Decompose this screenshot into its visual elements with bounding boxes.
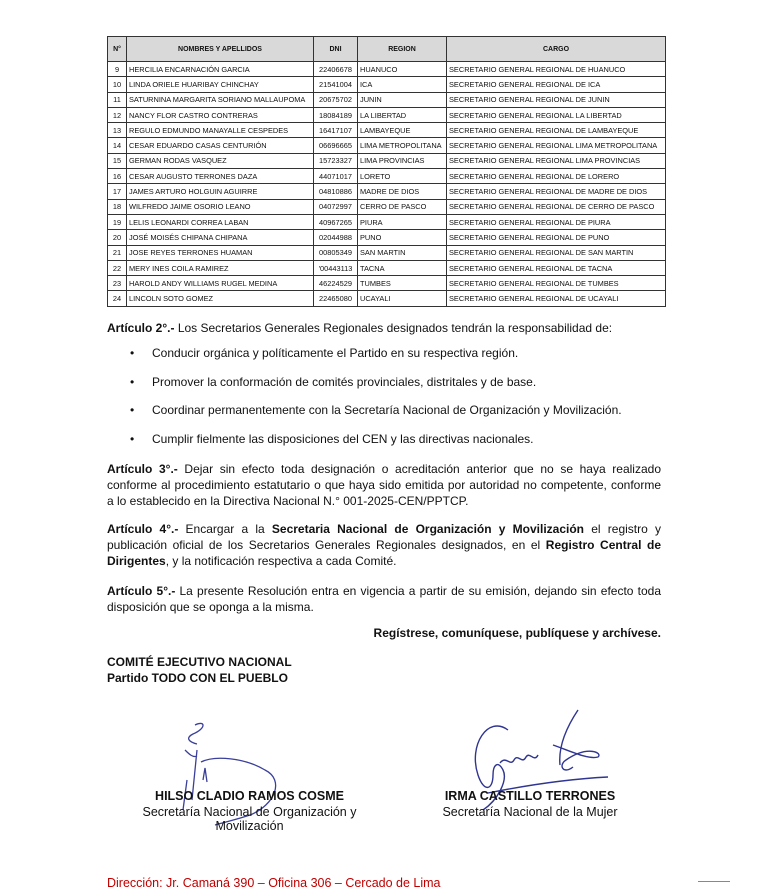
table-row	[108, 230, 666, 245]
row-name: LELIS LEONARDI CORREA LABAN	[127, 214, 314, 229]
row-name: CESAR EDUARDO CASAS CENTURIÓN	[127, 138, 314, 153]
row-dni: 04072997	[314, 199, 358, 214]
article-3-text: Dejar sin efecto toda designación o acreditación anterior que no se haya realizado conforme al procedimiento estatutario o que haya sido emitida por autoridad no competente, conforme a lo establecido en la Directiva Nacional N.° 001-2025-CEN/PPTCP.	[107, 462, 661, 508]
row-number: 18	[108, 199, 127, 214]
row-cargo: SECRETARIO GENERAL REGIONAL DE PIURA	[447, 214, 666, 229]
issuer-block	[107, 654, 292, 686]
row-region: TUMBES	[358, 276, 447, 291]
header-number: N°	[108, 37, 127, 62]
row-dni: 46224529	[314, 276, 358, 291]
table-row	[108, 153, 666, 168]
responsibilities-list	[130, 345, 622, 459]
table-header-row	[108, 37, 666, 62]
signature-block-1	[107, 789, 392, 833]
row-cargo: SECRETARIO GENERAL REGIONAL LIMA METROPOLITANA	[447, 138, 666, 153]
row-name: JAMES ARTURO HOLGUIN AGUIRRE	[127, 184, 314, 199]
row-region: LORETO	[358, 169, 447, 184]
signature-block-2	[440, 789, 620, 819]
row-number: 19	[108, 214, 127, 229]
row-region: LIMA PROVINCIAS	[358, 153, 447, 168]
row-cargo: SECRETARIO GENERAL REGIONAL DE PUNO	[447, 230, 666, 245]
bullet-icon: •	[130, 346, 135, 360]
row-dni: 06696665	[314, 138, 358, 153]
footer-divider	[698, 881, 730, 882]
row-region: JUNIN	[358, 92, 447, 107]
table-row	[108, 184, 666, 199]
header-cargo: CARGO	[447, 37, 666, 62]
bullet-icon: •	[130, 374, 135, 389]
row-region: LIMA METROPOLITANA	[358, 138, 447, 153]
row-region: PUNO	[358, 230, 447, 245]
article-5	[107, 583, 661, 615]
row-dni: 44071017	[314, 169, 358, 184]
article-3-label: Artículo 3°.-	[107, 462, 178, 476]
regional-secretaries-table	[107, 36, 666, 307]
row-cargo: SECRETARIO GENERAL REGIONAL DE LAMBAYEQUE	[447, 123, 666, 138]
row-cargo: SECRETARIO GENERAL REGIONAL DE TUMBES	[447, 276, 666, 291]
signatory-role: Secretaría Nacional de la Mujer	[442, 805, 618, 819]
article-4-bold: Secretaria Nacional de Organización y Movilización	[271, 522, 585, 536]
row-number: 22	[108, 260, 127, 275]
table-row	[108, 123, 666, 138]
article-2-text: Los Secretarios Generales Regionales designados tendrán la responsabilidad de:	[174, 321, 613, 335]
row-cargo: SECRETARIO GENERAL REGIONAL DE MADRE DE DIOS	[447, 184, 666, 199]
row-dni: 18084189	[314, 107, 358, 122]
article-5-label: Artículo 5°.-	[107, 584, 176, 598]
row-cargo: SECRETARIO GENERAL REGIONAL DE SAN MARTIN	[447, 245, 666, 260]
row-name: JOSÉ MOISÉS CHIPANA CHIPANA	[127, 230, 314, 245]
table-row	[108, 291, 666, 306]
article-3	[107, 461, 661, 509]
row-dni: 22406678	[314, 62, 358, 77]
row-name: MERY INES COILA RAMIREZ	[127, 260, 314, 275]
row-cargo: SECRETARIO GENERAL REGIONAL DE LORERO	[447, 169, 666, 184]
row-cargo: SECRETARIO GENERAL REGIONAL DE ICA	[447, 77, 666, 92]
row-region: LA LIBERTAD	[358, 107, 447, 122]
row-region: SAN MARTIN	[358, 245, 447, 260]
row-number: 15	[108, 153, 127, 168]
article-4-label: Artículo 4°.-	[107, 522, 179, 536]
signatory-name: HILSO CLADIO RAMOS COSME	[155, 789, 344, 803]
article-4-text: Encargar a la	[178, 522, 272, 536]
article-2	[107, 320, 661, 336]
article-2-label: Artículo 2°.-	[107, 321, 175, 335]
row-region: HUANUCO	[358, 62, 447, 77]
article-5-text: La presente Resolución entra en vigencia a partir de su emisión, dejando sin efecto toda disposición que se oponga a la misma.	[107, 584, 661, 614]
row-number: 20	[108, 230, 127, 245]
issuer-line-2: Partido TODO CON EL PUEBLO	[107, 671, 288, 685]
article-4-bold: Registro Central de Dirigentes	[107, 538, 661, 568]
bullet-icon: •	[130, 403, 135, 417]
row-name: HAROLD ANDY WILLIAMS RUGEL MEDINA	[127, 276, 314, 291]
table-row	[108, 245, 666, 260]
list-item	[130, 374, 622, 403]
row-region: PIURA	[358, 214, 447, 229]
row-name: REGULO EDMUNDO MANAYALLE CESPEDES	[127, 123, 314, 138]
row-cargo: SECRETARIO GENERAL REGIONAL DE HUANUCO	[447, 62, 666, 77]
responsibility-text: Conducir orgánica y políticamente el Partido en su respectiva región.	[152, 346, 519, 360]
row-dni: 15723327	[314, 153, 358, 168]
row-cargo: SECRETARIO GENERAL REGIONAL DE CERRO DE PASCO	[447, 199, 666, 214]
row-number: 24	[108, 291, 127, 306]
row-name: LINCOLN SOTO GOMEZ	[127, 291, 314, 306]
row-dni: '00443113	[314, 260, 358, 275]
row-number: 14	[108, 138, 127, 153]
row-region: LAMBAYEQUE	[358, 123, 447, 138]
article-4	[107, 521, 661, 569]
signatory-role: Secretaría Nacional de Organización y Movilización	[142, 805, 357, 833]
row-cargo: SECRETARIO GENERAL REGIONAL LA LIBERTAD	[447, 107, 666, 122]
list-item	[130, 431, 622, 460]
row-number: 23	[108, 276, 127, 291]
issuer-line-1: COMITÉ EJECUTIVO NACIONAL	[107, 655, 292, 669]
table-row	[108, 77, 666, 92]
row-name: CESAR AUGUSTO TERRONES DAZA	[127, 169, 314, 184]
table-row	[108, 169, 666, 184]
row-region: UCAYALI	[358, 291, 447, 306]
row-number: 16	[108, 169, 127, 184]
table-row	[108, 138, 666, 153]
responsibility-text: Cumplir fielmente las disposiciones del CEN y las directivas nacionales.	[152, 431, 534, 446]
row-name: SATURNINA MARGARITA SORIANO MALLAUPOMA	[127, 92, 314, 107]
table-row	[108, 260, 666, 275]
row-name: LINDA ORIELE HUARIBAY CHINCHAY	[127, 77, 314, 92]
table-row	[108, 92, 666, 107]
row-dni: 16417107	[314, 123, 358, 138]
row-dni: 00805349	[314, 245, 358, 260]
row-region: CERRO DE PASCO	[358, 199, 447, 214]
header-names: NOMBRES Y APELLIDOS	[127, 37, 314, 62]
bullet-icon: •	[130, 431, 135, 446]
article-4-text: el registro y publicación oficial de los Secretarios Generales Regionales designados, en el	[107, 522, 662, 552]
closing-formula: Regístrese, comuníquese, publíquese y archívese.	[373, 626, 661, 640]
row-dni: 40967265	[314, 214, 358, 229]
row-dni: 22465080	[314, 291, 358, 306]
row-region: ICA	[358, 77, 447, 92]
row-cargo: SECRETARIO GENERAL REGIONAL LIMA PROVINCIAS	[447, 153, 666, 168]
row-number: 13	[108, 123, 127, 138]
responsibility-text: Promover la conformación de comités provinciales, distritales y de base.	[152, 374, 537, 389]
row-name: HERCILIA ENCARNACIÓN GARCIA	[127, 62, 314, 77]
row-cargo: SECRETARIO GENERAL REGIONAL DE TACNA	[447, 260, 666, 275]
row-dni: 20675702	[314, 92, 358, 107]
row-region: TACNA	[358, 260, 447, 275]
row-cargo: SECRETARIO GENERAL REGIONAL DE UCAYALI	[447, 291, 666, 306]
row-number: 17	[108, 184, 127, 199]
article-4-text: , y la notificación respectiva a cada Comité.	[165, 554, 397, 568]
signatory-name: IRMA CASTILLO TERRONES	[444, 789, 616, 803]
row-dni: 21541004	[314, 77, 358, 92]
list-item	[130, 402, 622, 431]
table-row	[108, 62, 666, 77]
row-name: GERMAN RODAS VASQUEZ	[127, 153, 314, 168]
row-name: WILFREDO JAIME OSORIO LEANO	[127, 199, 314, 214]
row-number: 12	[108, 107, 127, 122]
row-number: 10	[108, 77, 127, 92]
row-name: JOSE REYES TERRONES HUAMAN	[127, 245, 314, 260]
row-dni: 02044988	[314, 230, 358, 245]
table-row	[108, 199, 666, 214]
footer-address: Dirección: Jr. Camaná 390 – Oficina 306 – Cercado de Lima	[107, 876, 441, 890]
row-dni: 04810886	[314, 184, 358, 199]
row-number: 11	[108, 92, 127, 107]
row-name: NANCY FLOR CASTRO CONTRERAS	[127, 107, 314, 122]
header-dni: DNI	[314, 37, 358, 62]
header-region: REGION	[358, 37, 447, 62]
row-number: 9	[108, 62, 127, 77]
list-item	[130, 345, 622, 374]
table-row	[108, 107, 666, 122]
row-cargo: SECRETARIO GENERAL REGIONAL DE JUNIN	[447, 92, 666, 107]
table-row	[108, 214, 666, 229]
row-region: MADRE DE DIOS	[358, 184, 447, 199]
row-number: 21	[108, 245, 127, 260]
responsibility-text: Coordinar permanentemente con la Secretaría Nacional de Organización y Movilización.	[152, 403, 622, 417]
table-row	[108, 276, 666, 291]
